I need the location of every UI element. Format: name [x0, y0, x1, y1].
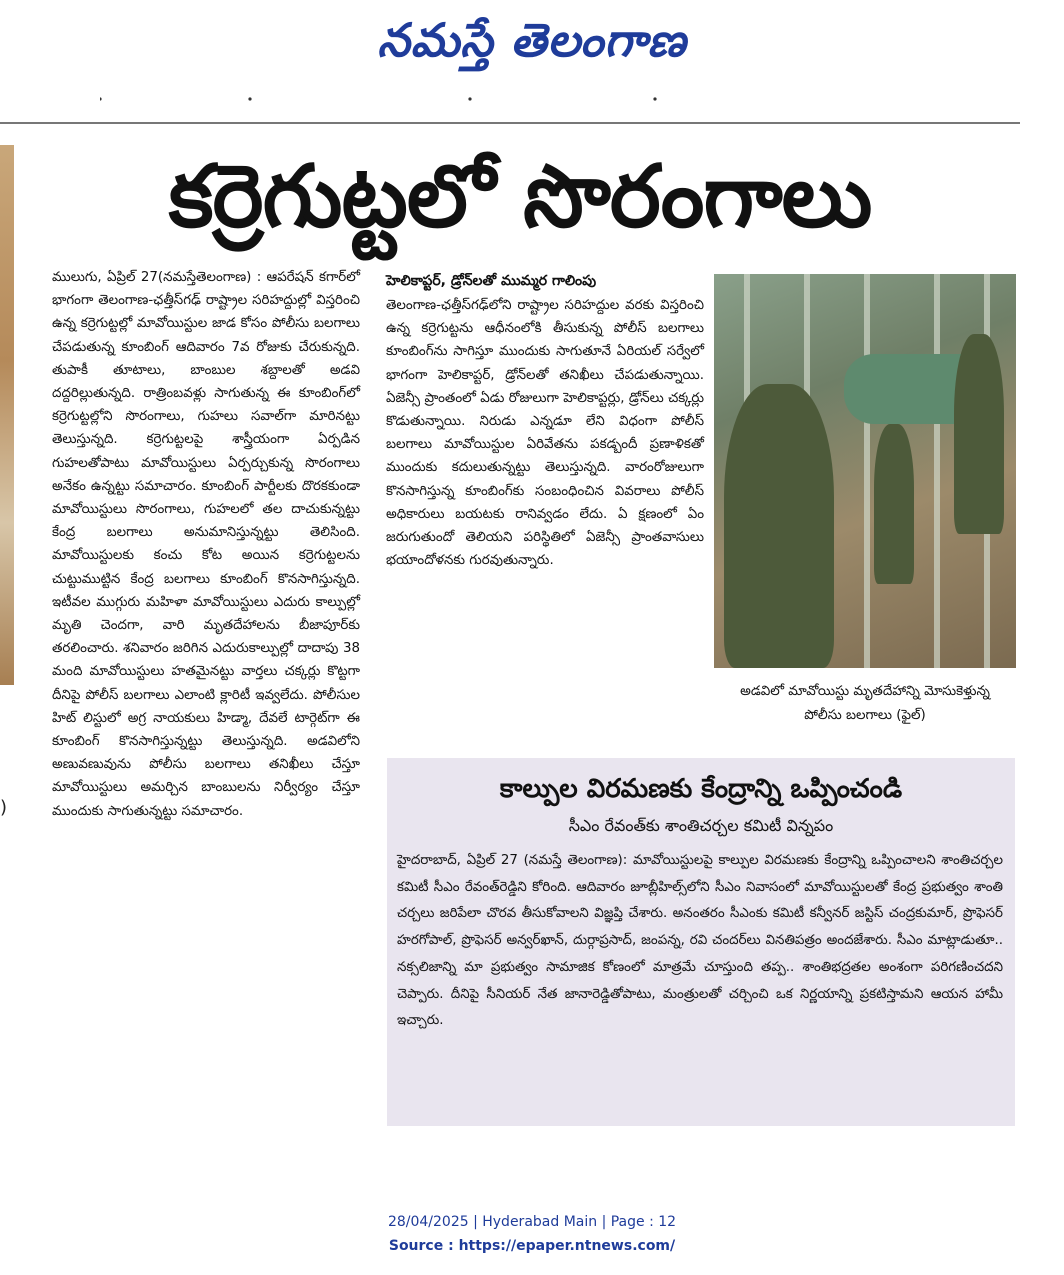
article-right-text: తెలంగాణ-ఛత్తీస్‌గఢ్‌లోని రాష్ట్రాల సరిహద్దుల వరకు విస్తరించి ఉన్న కర్రెగుట్టను ఆధీనంలోకి తీసుకున్న పోలీస్ బలగాలు కూంబింగ్‌ను సాగిస్తూ ముందుకు సాగుతూనే ఏరియల్ సర్వేలో భాగంగా హెలికాప్టర్, డ్రోన్‌లతో తనిఖీలు చేపడుతున్నాయి. ఏజెన్సీ ప్రాంతంలో ఏడు రోజులుగా హెలికాప్టర్లు, డ్రోన్‌లు చక్కర్లు కొడుతున్నాయి. నిరుడు ఎన్నడూ లేని విధంగా పోలీస్ బలగాలు మావోయిస్టుల ఏరివేతను పకడ్బందీ ప్రణాళికతో ముందుకు కదులుతున్నట్టు తెలుస్తున్నది. వారంరోజులుగా కొనసాగిస్తున్న కూంబింగ్‌కు సంబంధించిన వివరాలు పోలీస్ అధికారులు బయటకు రానివ్వడం లేదు. ఏ క్షణంలో ఏం జరుగుతుందో తెలియని పరిస్థితిలో ఏజెన్సీ ప్రాంతవాసులు భయాందోళనకు గురవుతున్నారు. — [386, 298, 704, 569]
article-subhead: హెలికాప్టర్, డ్రోన్‌లతో ముమ్మర గాలింపు — [386, 273, 597, 289]
box-headline: కాల్పుల విరమణకు కేంద్రాన్ని ఒప్పించండి — [499, 774, 903, 804]
news-photo — [714, 274, 1016, 668]
photo-caption: అడవిలో మావోయిస్టు మృతదేహాన్ని మోసుకెళ్తున్న పోలీసు బలగాలు (ఫైల్) — [740, 684, 990, 723]
article-left-text: ములుగు, ఏప్రిల్ 27(నమస్తేతెలంగాణ) : ఆపరేషన్ కగార్‌లో భాగంగా తెలంగాణ-ఛత్తీస్‌గఢ్ రాష్ట్రాల సరిహద్దుల్లో విస్తరించి ఉన్న కర్రెగుట్టల్లో మావోయిస్టుల జాడ కోసం పోలీసు బలగాలు చేపడుతున్న కూంబింగ్ ఆదివారం 7వ రోజుకు చేరుకున్నది. తుపాకీ తూటాలు, బాంబుల శబ్దాలతో అడవి దద్దరిల్లుతున్నది. రాత్రింబవళ్లు సాగుతున్న ఈ కూంబింగ్‌లో కర్రెగుట్టల్లోని సొరంగాలు, గుహలు సవాల్‌గా మారినట్టు తెలుస్తున్నది. కర్రెగుట్టలపై శాస్త్రీయంగా ఏర్పడిన గుహలతోపాటు మావోయిస్టులు ఏర్పర్చుకున్న సొరంగాలు అనేకం ఉన్నట్టు సమాచారం. కూంబింగ్ పార్టీలకు దొరకకుండా మావోయిస్టులు సొరంగాలు, గుహలలో తల దాచుకున్నట్టు కేంద్ర బలగాలు అనుమానిస్తున్నట్టు తెలిసింది. మావోయిస్టులకు కంచు కోట అయిన కర్రెగుట్టలను చుట్టుముట్టిన కేంద్ర బలగాలు కూంబింగ్ కొనసాగిస్తున్నది. ఇటీవల ముగ్గురు మహిళా మావోయిస్టులు ఎదురు కాల్పుల్లో మృతి చెందగా, వారి మృతదేహాలను బీజాపూర్‌కు తరలించారు. శనివారం జరిగిన ఎదురుకాల్పుల్లో దాదాపు 38 మంది మావోయిస్టులు హతమైనట్టు వార్తలు చక్కర్లు కొట్టగా దీనిపై పోలీస్ బలగాలు ఎలాంటి క్లారిటీ ఇవ్వలేదు. పోలీసుల హిట్ లిస్టులో అగ్ర నాయకులు హిడ్మా, దేవలే టార్గెట్‌గా ఈ కూంబింగ్ కొనసాగిస్తున్నట్టు తెలుస్తున్నది. అడవిలోని అణువణువును పోలీసు బలగాలు తనిఖీలు చేస్తూ మావోయిస్టులు అమర్చిన బాంబులను నిర్వీర్యం చేస్తూ ముందుకు సాగుతున్నట్టు సమాచారం. — [52, 270, 360, 819]
adjacent-page-text-edge: ) — [0, 797, 8, 818]
box-article-text: హైదరాబాద్, ఏప్రిల్ 27 (నమస్తే తెలంగాణ): మావోయిస్టులపై కాల్పుల విరమణకు కేంద్రాన్ని ఒప్పించాలని శాంతిచర్చల కమిటీ సీఎం రేవంత్‌రెడ్డిని కోరింది. ఆదివారం జూబ్లీహిల్స్‌లోని సీఎం నివాసంలో మావోయిస్టులతో కేంద్ర ప్రభుత్వం శాంతి చర్చలు జరిపేలా చొరవ తీసుకోవాలని విజ్ఞప్తి చేశారు. అనంతరం సీఎంకు కమిటీ కన్వీనర్ జస్టిస్ చంద్రకుమార్, ప్రొఫెసర్ హరగోపాల్, ప్రొఫెసర్ అన్వర్‌ఖాన్, దుర్గాప్రసాద్, జంపన్న, రవి చందర్‌లు వినతిపత్రం అందజేశారు. సీఎం మాట్లాడుతూ.. నక్సలిజాన్ని మా ప్రభుత్వం సామాజిక కోణంలో మాత్రమే చూస్తుంది తప్ప.. శాంతిభద్రతల అంశంగా పరిగణించదని చెప్పారు. దీనిపై సీనియర్ నేత జానారెడ్డితోపాటు, మంత్రులతో చర్చించి ఒక నిర్ణయాన్ని ప్రకటిస్తామని ఆయన హామీ ఇచ్చారు. — [397, 853, 1003, 1029]
page-footer — [0, 1210, 1064, 1258]
adjacent-page-photo-edge — [0, 145, 14, 685]
article-left-column — [52, 266, 360, 823]
masthead-dot-line — [100, 96, 660, 102]
footer-source-link[interactable]: Source : https://epaper.ntnews.com/ — [388, 1238, 676, 1254]
article-right-column — [386, 270, 704, 572]
newspaper-logo: నమస్తే తెలంగాణ — [377, 13, 687, 67]
header-rule — [0, 122, 1020, 124]
sidebar-news-box — [387, 758, 1015, 1126]
box-subheadline: సీఎం రేవంత్‌కు శాంతిచర్చల కమిటీ విన్నపం — [568, 816, 834, 835]
masthead — [0, 0, 1064, 80]
page-headline: కర్రెగుట్టలో సొరంగాలు — [168, 147, 872, 247]
footer-date-edition: 28/04/2025 | Hyderabad Main | Page : 12 — [387, 1214, 677, 1230]
